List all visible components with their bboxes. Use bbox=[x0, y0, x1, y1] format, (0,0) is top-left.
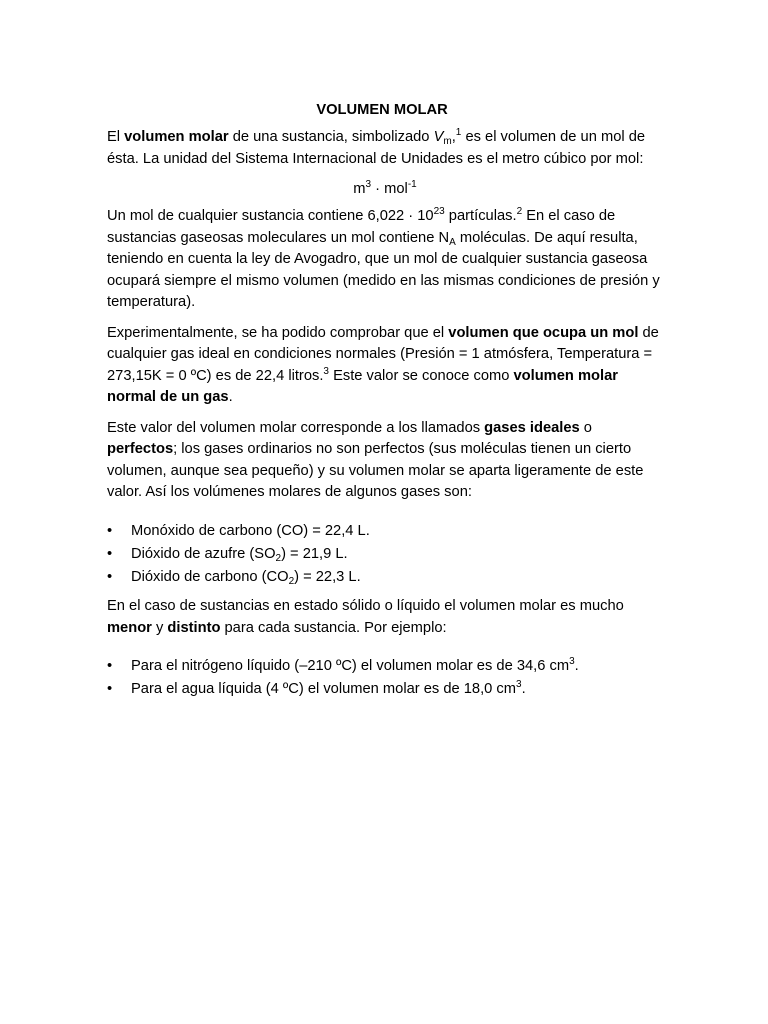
text-span: de cualquier gas ideal en condiciones normales (Presión = 1 atmósfera, Temperatura = 273,15K = 0 ºC) es de 22,4 litros. bbox=[107, 324, 659, 384]
text-span: Este valor se conoce como bbox=[328, 367, 514, 384]
paragraph-ideal-gases bbox=[107, 418, 663, 504]
bold-term-gases-ideales: gases ideales bbox=[484, 419, 580, 436]
paragraph-definition bbox=[107, 127, 663, 170]
subscript-a: A bbox=[449, 236, 456, 248]
bullet-icon: • bbox=[107, 658, 113, 674]
list-item bbox=[107, 679, 663, 701]
bullet-icon: • bbox=[107, 545, 113, 562]
footnote-ref-3: 3 bbox=[323, 365, 329, 377]
list-item bbox=[107, 567, 663, 589]
text-span: Experimentalmente, se ha podido comprobar que el bbox=[107, 324, 449, 341]
list-item-text: Dióxido de carbono (CO bbox=[131, 568, 289, 585]
bullet-icon: • bbox=[107, 568, 113, 585]
bold-term-distinto: distinto bbox=[167, 619, 221, 636]
list-item-text: ) = 21,9 L. bbox=[281, 545, 348, 562]
text-span: partículas. bbox=[444, 208, 517, 224]
bold-term-volumen-ocupa: volumen que ocupa un mol bbox=[448, 324, 639, 341]
bullet-icon: • bbox=[107, 522, 113, 539]
list-item bbox=[107, 521, 663, 543]
formula-m-exponent: 3 bbox=[365, 179, 372, 190]
list-item-text: ) = 22,3 L. bbox=[294, 568, 361, 585]
bold-term-volumen-normal: volumen molar normal de un gas bbox=[107, 367, 618, 405]
text-span: es el volumen de un mol de ésta. La unidad del Sistema Internacional de Unidades es el metro cúbico por mol: bbox=[107, 129, 646, 167]
paragraph-solid-liquid bbox=[107, 596, 663, 639]
text-span: Un mol de cualquier sustancia contiene 6,022 · 10 bbox=[107, 208, 434, 224]
text-span: para cada sustancia. Por ejemplo: bbox=[220, 619, 447, 636]
paragraph-avogadro bbox=[107, 206, 663, 314]
document-page bbox=[107, 100, 663, 709]
subscript: 2 bbox=[275, 552, 282, 564]
subscript: 2 bbox=[288, 575, 295, 587]
text-span: o bbox=[579, 419, 592, 436]
list-item-text: Para el nitrógeno líquido (–210 ºC) el volumen molar es de 34,6 cm bbox=[131, 658, 570, 674]
list-item-text: Dióxido de azufre (SO bbox=[131, 545, 276, 562]
symbol-m-subscript: m bbox=[443, 136, 452, 147]
gas-volumes-list bbox=[107, 521, 663, 589]
bold-term-perfectos: perfectos bbox=[107, 441, 174, 457]
symbol-v: V bbox=[433, 129, 444, 145]
bold-term-menor: menor bbox=[107, 619, 152, 636]
bold-term-volumen-molar: volumen molar bbox=[124, 129, 229, 145]
text-span: . bbox=[228, 389, 233, 405]
text-span: de una sustancia, simbolizado bbox=[228, 129, 434, 145]
footnote-ref-1: 1 bbox=[455, 127, 462, 138]
formula-mol-exponent: -1 bbox=[407, 179, 417, 190]
text-span: En el caso de sustancias en estado sólido o líquido el volumen molar es mucho bbox=[107, 598, 624, 614]
text-span: , bbox=[451, 129, 456, 145]
text-span: ; los gases ordinarios no son perfectos (sus moléculas tienen un cierto volumen, aunque sea pequeño) y su volumen molar se aparta ligeramente de este valor. Así los volúmenes molares de algunos gases son: bbox=[107, 441, 644, 500]
list-item bbox=[107, 544, 663, 566]
unit-formula bbox=[107, 179, 663, 200]
list-item-text: . bbox=[574, 658, 579, 674]
formula-mol: · mol bbox=[371, 181, 408, 197]
text-span: moléculas. De aquí resulta, teniendo en cuenta la ley de Avogadro, que un mol de cualquier sustancia gaseosa ocupará siempre el mismo volumen (medido en las mismas condiciones de presión y temperatura). bbox=[107, 229, 660, 310]
text-span: y bbox=[151, 619, 168, 636]
formula-m: m bbox=[353, 181, 366, 197]
bullet-icon: • bbox=[107, 681, 113, 697]
document-title: VOLUMEN MOLAR bbox=[316, 102, 448, 118]
list-item-text: Para el agua líquida (4 ºC) el volumen molar es de 18,0 cm bbox=[131, 681, 516, 697]
paragraph-experimental bbox=[107, 323, 663, 409]
exponent: 3 bbox=[516, 679, 522, 690]
exponent-23: 23 bbox=[433, 206, 445, 217]
text-span: El bbox=[107, 129, 125, 145]
list-item-text: . bbox=[521, 681, 526, 697]
exponent: 3 bbox=[569, 656, 575, 667]
list-item-text: Monóxido de carbono (CO) = 22,4 L. bbox=[131, 522, 370, 539]
list-item bbox=[107, 656, 663, 678]
footnote-ref-2: 2 bbox=[516, 206, 523, 217]
text-span: En el caso de sustancias gaseosas moleculares un mol contiene N bbox=[107, 208, 616, 246]
liquid-volumes-list bbox=[107, 656, 663, 701]
text-span: Este valor del volumen molar corresponde a los llamados bbox=[107, 419, 485, 436]
